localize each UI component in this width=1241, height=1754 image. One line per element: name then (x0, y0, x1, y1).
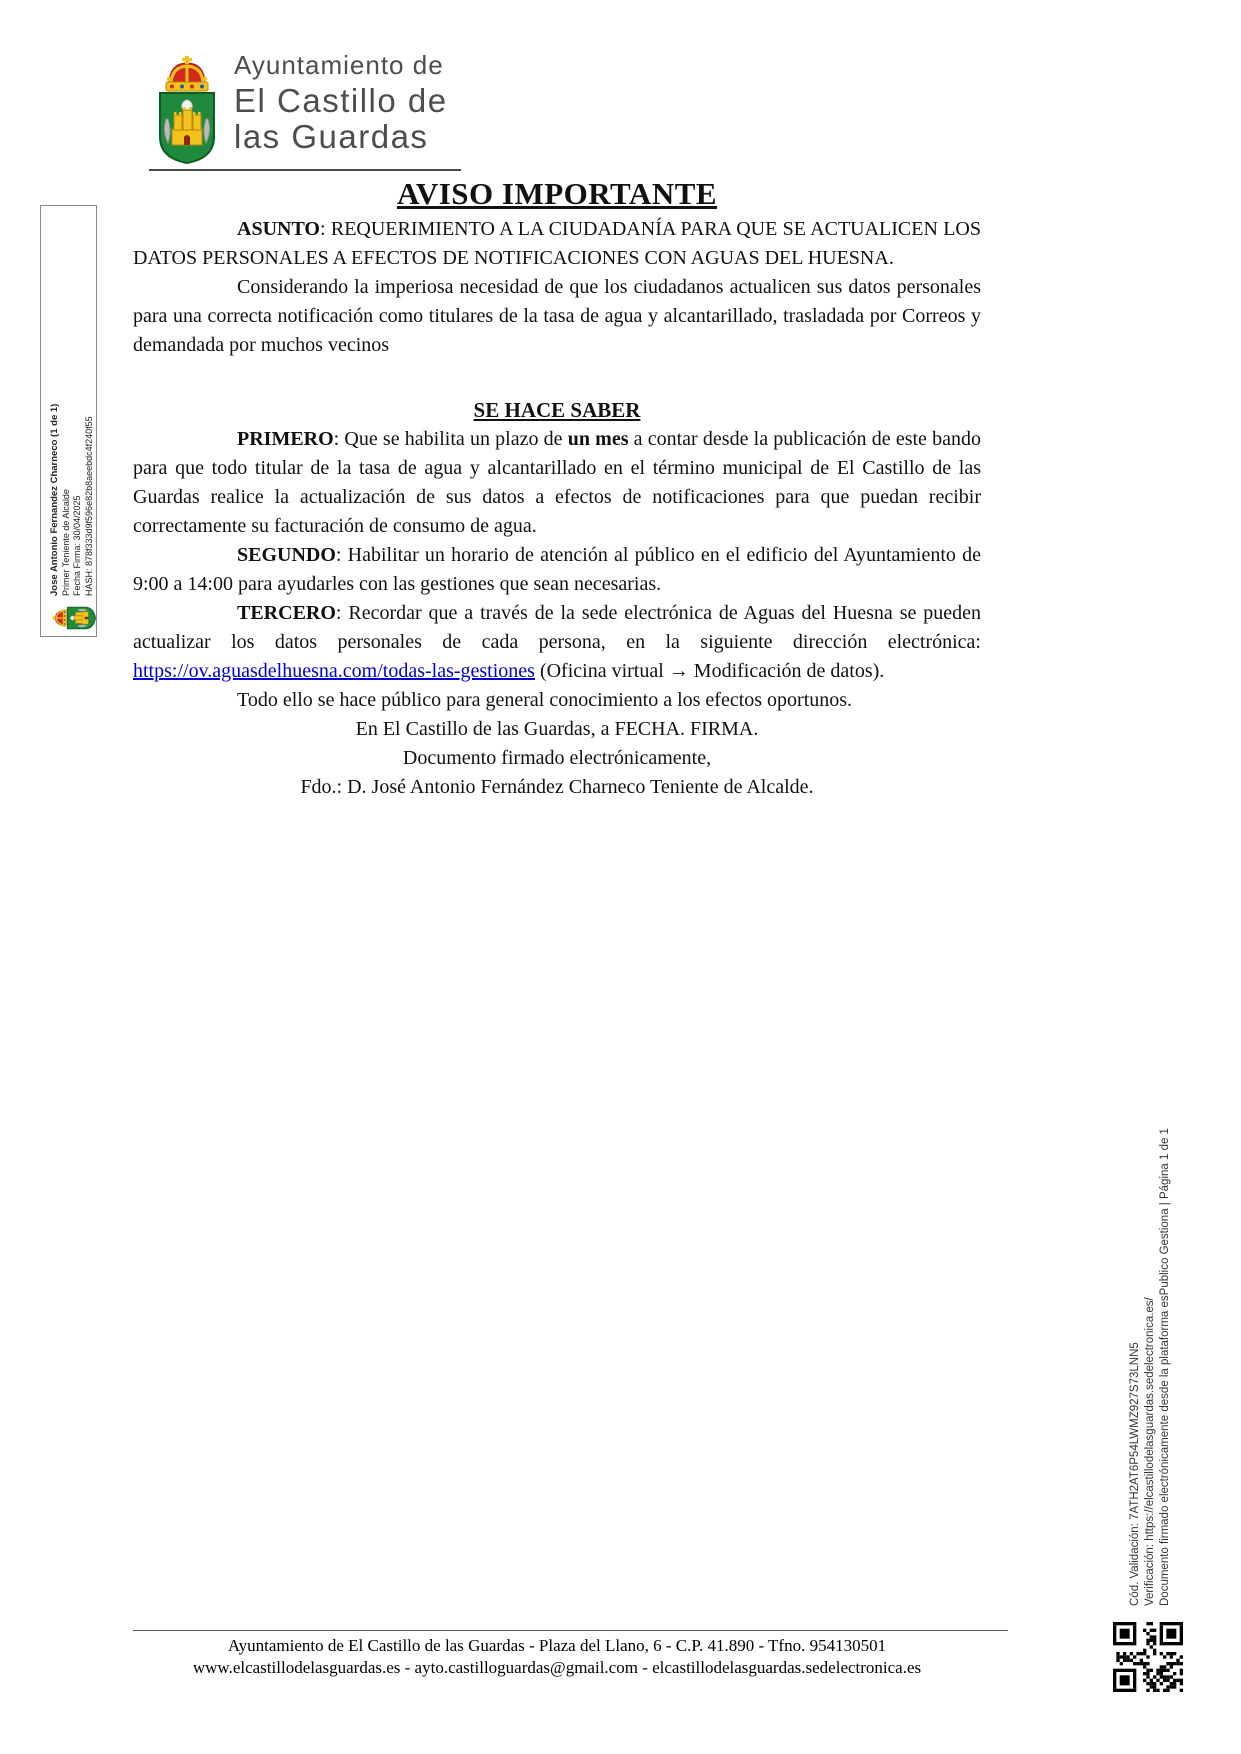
paragraph-todo-ello: Todo ello se hace público para general conocimiento a los efectos oportunos. (237, 689, 853, 712)
paragraph-asunto (133, 215, 981, 273)
stamp-coat-of-arms-icon (52, 634, 84, 680)
stamp-sign-date: Fecha Firma: 30/04/2025 (72, 495, 82, 596)
stamp-signer-role: Primer Teniente de Alcalde (60, 489, 71, 596)
aguas-del-huesna-link[interactable]: https://ov.aguasdelhuesna.com/todas-las-gestiones (133, 660, 535, 683)
stamp-signer-name: Jose Antonio Fernandez Charneco (1 de 1) (49, 403, 60, 596)
paragraph-tercero (133, 599, 981, 686)
primero-text-1: : Que se habilita un plazo de (333, 428, 568, 451)
primero-text-2: a contar desde la publicación de este bando para que todo titular de la tasa de agua y alcantarillado en el término municipal de El Castillo de las Guardas realice la actualización de sus datos a efectos de notificaciones para que puedan recibir correctamente su facturación de consumo de agua. (133, 428, 981, 538)
footer-address-line: Ayuntamiento de El Castillo de las Guardas - Plaza del Llano, 6 - C.P. 41.890 - Tfno. 954130501 (227, 1636, 887, 1655)
qr-code (1113, 1622, 1183, 1692)
paragraph-fdo-signature: Fdo.: D. José Antonio Fernández Charneco Teniente de Alcalde. (300, 776, 814, 799)
validation-sidebar (1128, 966, 1174, 1606)
tercero-text-2: (Oficina virtual → Modificación de datos). (534, 660, 885, 683)
paragraph-segundo (133, 541, 981, 599)
footer-divider (133, 1630, 1008, 1631)
tercero-label: TERCERO (237, 602, 336, 625)
segundo-label: SEGUNDO (237, 544, 336, 567)
asunto-label: ASUNTO (237, 218, 320, 241)
page-title: AVISO IMPORTANTE (396, 176, 718, 211)
asunto-text: : REQUERIMIENTO A LA CIUDADANÍA PARA QUE SE ACTUALICEN LOS DATOS PERSONALES A EFECTOS DE NOTIFICACIONES CON AGUAS DEL HUESNA. (133, 218, 981, 270)
stamp-hash: HASH: 878f333d9f596e82b8aeebdc4f240f55 (83, 416, 94, 596)
section-heading-se-hace-saber: SE HACE SABER (473, 398, 641, 423)
org-name-line1: Ayuntamiento de (234, 50, 444, 80)
segundo-text: : Habilitar un horario de atención al público en el edificio del Ayuntamiento de 9:00 a 14:00 para ayudarles con las gestiones que sean necesarias. (133, 544, 981, 596)
document-body (133, 0, 981, 802)
paragraph-primero (133, 425, 981, 541)
org-name-line2: El Castillo de (234, 82, 448, 119)
footer-web-line: www.elcastillodelasguardas.es - ayto.castilloguardas@gmail.com - elcastillodelasguardas.sedelectronica.es (192, 1658, 922, 1677)
paragraph-lugar-fecha: En El Castillo de las Guardas, a FECHA. FIRMA. (355, 718, 759, 741)
signature-stamp-text (49, 296, 95, 596)
validation-code: Cód. Validación: 7ATH2AT6P54LWMZ927S73LNN5 (1129, 1342, 1141, 1606)
org-name-line3: las Guardas (234, 118, 429, 155)
validation-url: Verificación: https://elcastillodelasguardas.sedelectronica.es/ (1144, 1297, 1156, 1606)
tercero-text-1: : Recordar que a través de la sede electrónica de Aguas del Huesna se pueden actualizar los datos personales de cada persona, en la siguiente dirección electrónica: (133, 602, 981, 654)
paragraph-firmado-electronicamente: Documento firmado electrónicamente, (402, 747, 712, 770)
footer (103, 1635, 1011, 1679)
validation-platform-page: Documento firmado electrónicamente desde la plataforma esPublico Gestiona | Página 1 de 1 (1159, 1128, 1171, 1606)
primero-label: PRIMERO (237, 428, 334, 451)
primero-bold-un-mes: un mes (567, 428, 629, 451)
paragraph-considerando: Considerando la imperiosa necesidad de que los ciudadanos actualicen sus datos personales para una correcta notificación como titulares de la tasa de agua y alcantarillado, trasladada por Correos y demandada por muchos vecinos (133, 276, 981, 357)
